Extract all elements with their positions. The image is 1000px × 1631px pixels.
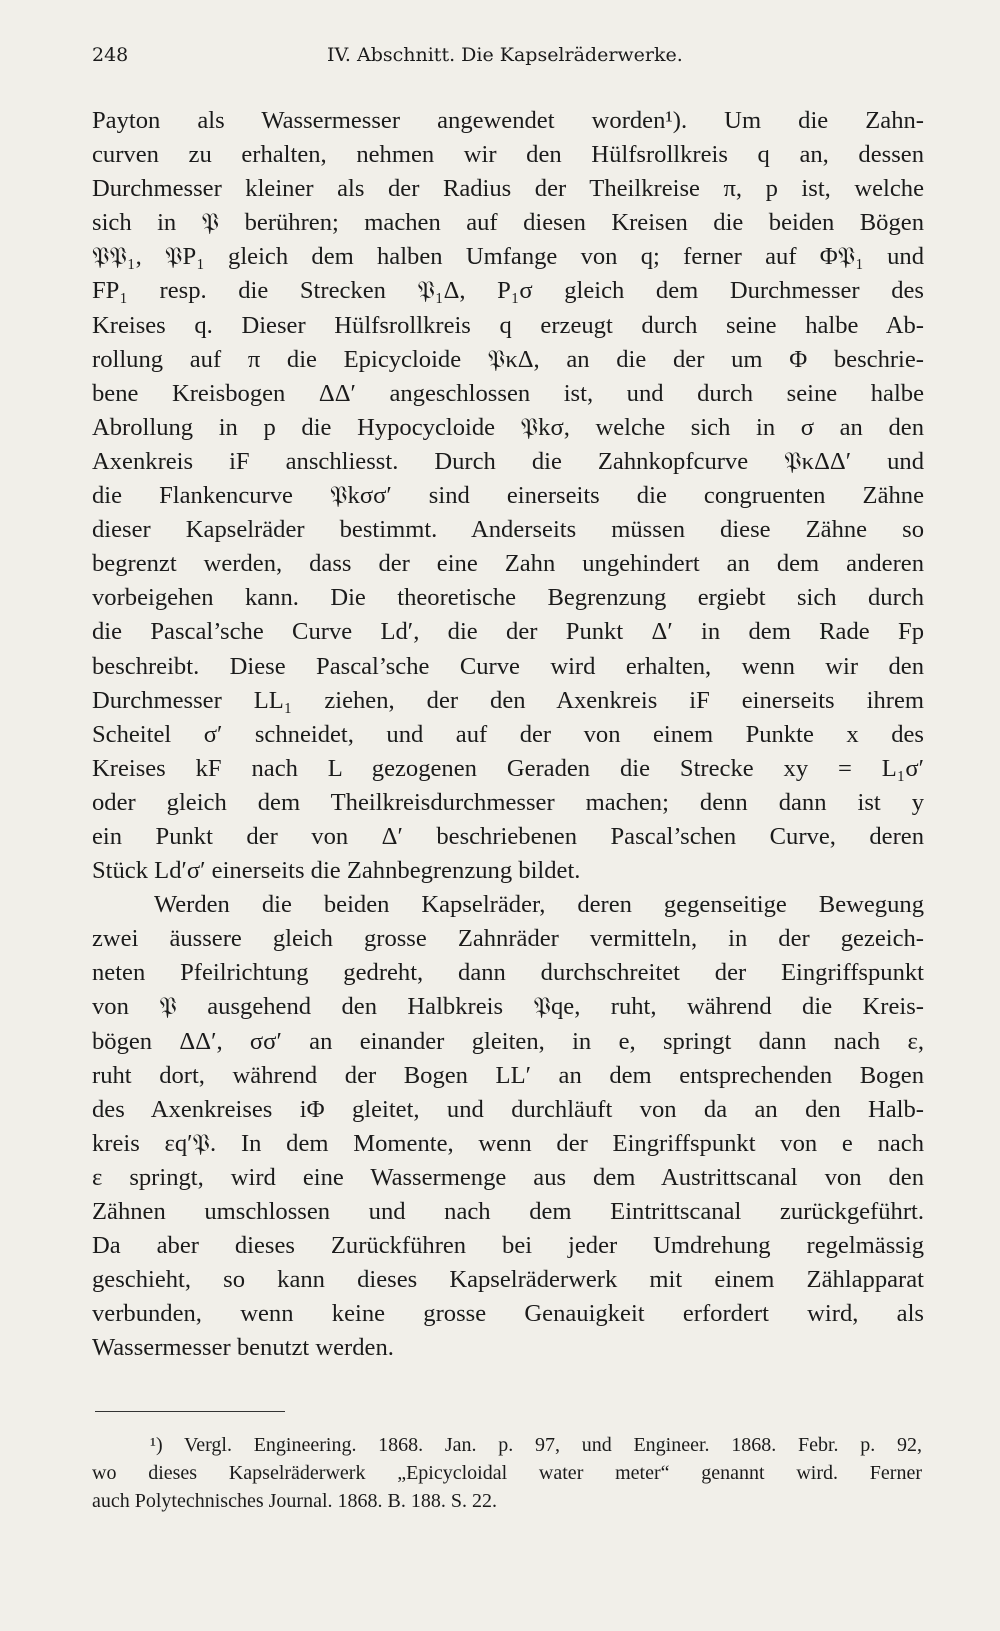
text-line: Wassermesser benutzt werden. bbox=[92, 1334, 394, 1362]
text-line: kreis εq′𝔓. In dem Momente, wenn der Eingriffspunkt von e nach bbox=[92, 1129, 924, 1157]
running-head bbox=[92, 44, 922, 74]
text-line: die Flankencurve 𝔓kσσ′ sind einerseits die congruenten Zähne bbox=[92, 482, 924, 510]
text-line: von 𝔓 ausgehend den Halbkreis 𝔓qe, ruht, während die Kreis- bbox=[92, 993, 924, 1021]
footnotes bbox=[92, 1431, 922, 1515]
text-line: neten Pfeilrichtung gedreht, dann durchschreitet der Eingriffspunkt bbox=[92, 959, 924, 987]
text-line: Kreises q. Dieser Hülfsrollkreis q erzeugt durch seine halbe Ab- bbox=[92, 311, 924, 339]
footnote-line: wo dieses Kapselräderwerk „Epicycloidal water meter“ genannt wird. Ferner bbox=[92, 1462, 922, 1484]
text-line: bögen ΔΔ′, σσ′ an einander gleiten, in e, springt dann nach ε, bbox=[92, 1027, 924, 1055]
text-line: ruht dort, während der Bogen LL′ an dem entsprechenden Bogen bbox=[92, 1061, 924, 1089]
text-line: beschreibt. Diese Pascal’sche Curve wird erhalten, wenn wir den bbox=[92, 652, 924, 680]
text-line: Scheitel σ′ schneidet, und auf der von einem Punkte x des bbox=[92, 720, 924, 748]
page-number: 248 bbox=[92, 44, 129, 66]
text-line: vorbeigehen kann. Die theoretische Begrenzung ergiebt sich durch bbox=[92, 584, 924, 612]
text-line: Abrollung in p die Hypocycloide 𝔓kσ, welche sich in σ an den bbox=[92, 413, 924, 441]
text-line: rollung auf π die Epicycloide 𝔓κΔ, an die der um Φ beschrie- bbox=[92, 345, 924, 373]
text-line: FP₁ resp. die Strecken 𝔓₁Δ, P₁σ gleich dem Durchmesser des bbox=[92, 277, 924, 305]
text-line: sich in 𝔓 berühren; machen auf diesen Kreisen die beiden Bögen bbox=[92, 209, 924, 237]
text-line: Stück Ld′σ′ einerseits die Zahnbegrenzung bildet. bbox=[92, 857, 581, 885]
text-line: zwei äussere gleich grosse Zahnräder vermitteln, in der gezeich- bbox=[92, 925, 924, 953]
text-line: dieser Kapselräder bestimmt. Anderseits müssen diese Zähne so bbox=[92, 516, 924, 544]
text-line: Durchmesser LL₁ ziehen, der den Axenkreis iF einerseits ihrem bbox=[92, 686, 924, 714]
text-line: die Pascal’sche Curve Ld′, die der Punkt Δ′ in dem Rade Fp bbox=[92, 618, 924, 646]
text-line: curven zu erhalten, nehmen wir den Hülfsrollkreis q an, dessen bbox=[92, 141, 924, 169]
text-line: ε springt, wird eine Wassermenge aus dem Austrittscanal von den bbox=[92, 1163, 924, 1191]
footnote-line: auch Polytechnisches Journal. 1868. B. 188. S. 22. bbox=[92, 1490, 497, 1512]
footnote-divider bbox=[95, 1411, 285, 1412]
text-line: verbunden, wenn keine grosse Genauigkeit erfordert wird, als bbox=[92, 1300, 924, 1328]
text-line: Zähnen umschlossen und nach dem Eintrittscanal zurückgeführt. bbox=[92, 1198, 924, 1225]
text-line: Durchmesser kleiner als der Radius der Theilkreise π, p ist, welche bbox=[92, 175, 924, 203]
text-line: Kreises kF nach L gezogenen Geraden die Strecke xy = L₁σ′ bbox=[92, 754, 924, 782]
text-line: des Axenkreises iΦ gleitet, und durchläuft von da an den Halb- bbox=[92, 1095, 924, 1123]
text-line: geschieht, so kann dieses Kapselräderwerk mit einem Zählapparat bbox=[92, 1266, 924, 1294]
text-line: oder gleich dem Theilkreisdurchmesser machen; denn dann ist y bbox=[92, 788, 924, 816]
text-line: bene Kreisbogen ΔΔ′ angeschlossen ist, und durch seine halbe bbox=[92, 379, 924, 407]
footnote-line: ¹) Vergl. Engineering. 1868. Jan. p. 97, und Engineer. 1868. Febr. p. 92, bbox=[150, 1434, 922, 1456]
chapter-title: IV. Abschnitt. Die Kapselräderwerke. bbox=[327, 44, 683, 66]
text-line: begrenzt werden, dass der eine Zahn ungehindert an dem anderen bbox=[92, 550, 924, 578]
text-line: Axenkreis iF anschliesst. Durch die Zahnkopfcurve 𝔓κΔΔ′ und bbox=[92, 447, 924, 475]
text-line: ein Punkt der von Δ′ beschriebenen Pascal’schen Curve, deren bbox=[92, 822, 924, 850]
text-line: 𝔓𝔓₁, 𝔓P₁ gleich dem halben Umfange von q; ferner auf Φ𝔓₁ und bbox=[92, 243, 924, 271]
text-line: Da aber dieses Zurückführen bei jeder Umdrehung regelmässig bbox=[92, 1232, 924, 1260]
text-line: Payton als Wassermesser angewendet worden¹). Um die Zahn- bbox=[92, 107, 924, 134]
text-line: Werden die beiden Kapselräder, deren gegenseitige Bewegung bbox=[154, 891, 924, 919]
body-text bbox=[92, 104, 924, 1365]
